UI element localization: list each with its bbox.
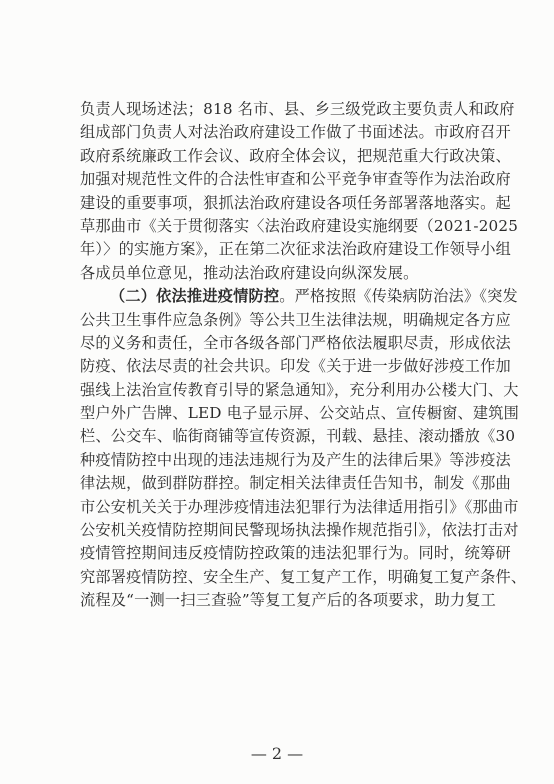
text-line: 律法规，做到群防群控。制定相关法律责任告知书，制发《那曲: [80, 474, 511, 493]
text-line: 栏、公交车、临街商铺等宣传资源，刊载、悬挂、滚动播放《30: [80, 427, 516, 446]
text-line: 。严格按照《传染病防治法》《突发: [279, 287, 518, 306]
text-line: 组成部门负责人对法治政府建设工作做了书面述法。市政府召开: [80, 123, 511, 142]
text-line: 市公安机关关于办理涉疫情违法犯罪行为法律适用指引》《那曲市: [80, 497, 519, 516]
text-line: 建设的重要事项，狠抓法治政府建设各项任务部署落地落实。起: [80, 193, 511, 212]
document-body: [80, 98, 527, 613]
text-line: 种疫情防控中出现的违法违规行为及产生的法律后果》等涉疫法: [80, 450, 511, 469]
text-line: 政府系统廉政工作会议、政府全体会议，把规范重大行政决策、: [80, 146, 511, 165]
section-heading-line: [80, 285, 518, 308]
text-line: 尽的义务和责任，全市各级各部门严格依法履职尽责，形成依法: [80, 333, 511, 352]
text-line: 究部署疫情防控、安全生产、复工复产工作，明确复工复产条件、: [80, 567, 527, 586]
text-line: 年）〉的实施方案》，正在第二次征求法治政府建设工作领导小组: [80, 240, 512, 259]
text-line: 负责人现场述法；818 名市、县、乡三级党政主要负责人和政府: [80, 100, 515, 118]
text-line: 防疫、依法尽责的社会共识。印发《关于进一步做好涉疫工作加: [80, 357, 511, 376]
section-heading: （二）依法推进疫情防控: [110, 287, 280, 306]
page-number: — 2 —: [250, 744, 304, 763]
text-line: 流程及“一测一扫三查验”等复工复产后的各项要求，助力复工: [80, 591, 497, 610]
text-line: 公安机关疫情防控期间民警现场执法操作规范指引》，依法打击对: [80, 521, 519, 540]
text-line: 加强对规范性文件的合法性审查和公平竞争审查等作为法治政府: [80, 170, 511, 189]
text-line: 各成员单位意见，推动法治政府建设向纵深发展。: [80, 263, 419, 282]
text-line: 疫情管控期间违反疫情防控政策的违法犯罪行为。同时，统筹研: [80, 544, 511, 563]
text-line: 强线上法治宣传教育引导的紧急通知》，充分利用办公楼大门、大: [80, 380, 519, 399]
text-line: 型户外广告牌、LED 电子显示屏、公交站点、宣传橱窗、建筑围: [80, 404, 520, 423]
text-line: 草那曲市《关于贯彻落实〈法治政府建设实施纲要（2021-2025: [80, 216, 519, 235]
text-line: 公共卫生事件应急条例》等公共卫生法律法规，明确规定各方应: [80, 310, 511, 329]
